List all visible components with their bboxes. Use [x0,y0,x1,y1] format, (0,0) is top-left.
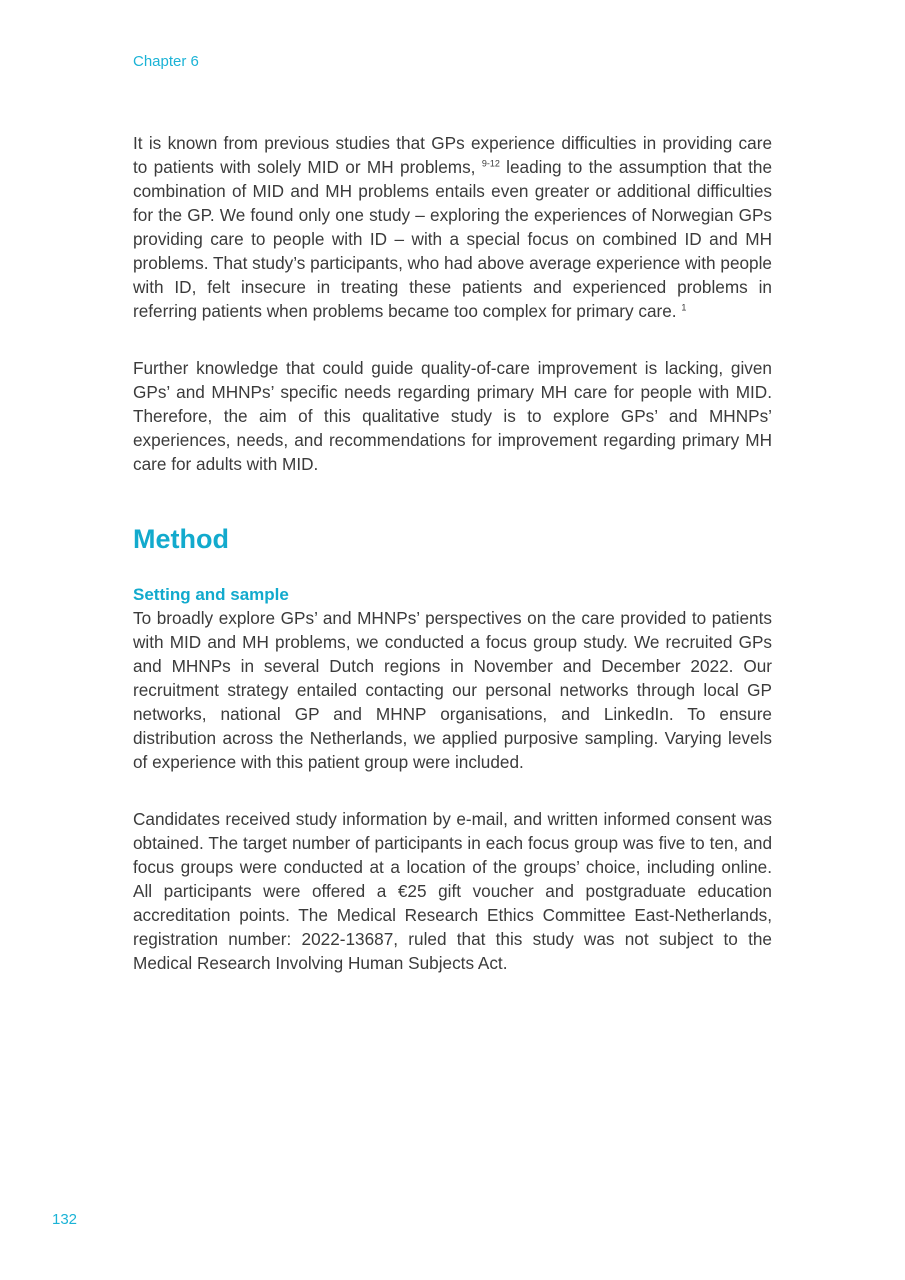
chapter-label: Chapter 6 [133,53,199,70]
method-paragraph-1: To broadly explore GPs’ and MHNPs’ perspectives on the care provided to patients with MID and MH problems, we conducted a focus group study. We recruited GPs and MHNPs in several Dutch regions in November and December 2022. Our recruitment strategy entailed contacting our personal networks through local GP networks, national GP and MHNP organisations, and LinkedIn. To ensure distribution across the Netherlands, we applied purposive sampling. Varying levels of experience with this patient group were included. [133,608,772,772]
citation-superscript: 1 [681,302,687,313]
subsection-heading: Setting and sample [133,585,289,604]
page-body [133,131,772,975]
section-heading: Method [133,524,229,554]
intro-paragraph-2: Further knowledge that could guide quality-of-care improvement is lacking, given GPs’ and MHNPs’ specific needs regarding primary MH care for people with MID. Therefore, the aim of this qualitative study is to explore GPs’ and MHNPs’ experiences, needs, and recommendations for improvement regarding primary MH care for adults with MID. [133,358,772,474]
page-number: 132 [52,1211,78,1228]
method-paragraph-2: Candidates received study information by e-mail, and written informed consent was obtained. The target number of participants in each focus group was five to ten, and focus groups were conducted at a location of the groups’ choice, including online. All participants were offered a €25 gift voucher and postgraduate education accreditation points. The Medical Research Ethics Committee East-Netherlands, registration number: 2022-13687, ruled that this study was not subject to the Medical Research Involving Human Subjects Act. [133,809,772,973]
paragraph-text: It is known from previous studies that GPs experience difficulties in providing care to patients with solely MID or MH problems, [133,133,772,177]
paragraph-text: leading to the assumption that the combination of MID and MH problems entails even greater or additional difficulties for the GP. We found only one study – exploring the experiences of Norwegian GPs providing care to people with ID – with a special focus on combined ID and MH problems. That study’s participants, who had above average experience with people with ID, felt insecure in treating these patients and experienced problems in referring patients when problems became too complex for primary care. [133,157,773,321]
citation-superscript: 9-12 [481,158,500,169]
intro-paragraph-1 [133,131,772,323]
